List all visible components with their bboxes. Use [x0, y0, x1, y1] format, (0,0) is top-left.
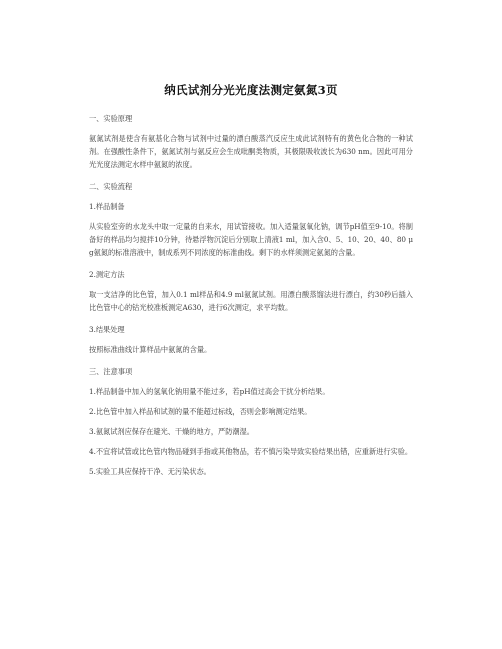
section-heading-procedure: 二、实验流程: [89, 182, 133, 191]
note-item-1: 1.样品制备中加入的氢氧化钠用量不能过多，若pH值过高会干扰分析结果。: [89, 387, 330, 396]
document-title: 纳氏试剂分光光度法测定氨氮3页: [164, 83, 338, 97]
note-item-2: 2.比色管中加入样品和试剂的量不能超过标线，否则会影响测定结果。: [89, 407, 312, 416]
subheading-results: 3.结果处理: [89, 325, 125, 334]
note-item-3: 3.氨氮试剂应保存在避光、干燥的地方，严防潮湿。: [89, 427, 254, 436]
paragraph-method: 取一支洁净的比色管，加入0.1 ml样品和4.9 ml氨氮试剂。用漂白酸蒸馏法进行漂白，约30秒后插入比色管中心的钴光校准板测定A630，进行6次测定，求平均数。: [89, 290, 413, 312]
section-heading-principle: 一、实验原理: [89, 114, 133, 123]
note-item-5: 5.实验工具应保持干净、无污染状态。: [89, 467, 211, 476]
paragraph-sample-prep: 从实验室旁的水龙头中取一定量的自来水，用试管接收。加入适量氢氧化钠，调节pH值至9-10。将制备好的样品均匀搅拌10分钟，待悬浮物沉淀后分别取上清液1 ml，加入含0、5、10、20、40、80 μg氨氮的标准溶液中，制成系列不同浓度的标准曲线。剩下的水样须测定氨氮的含量。: [89, 222, 413, 257]
subheading-sample-prep: 1.样品制备: [89, 202, 125, 211]
paragraph-results: 按照标准曲线计算样品中氨氮的含量。: [89, 345, 212, 354]
subheading-method: 2.测定方法: [89, 270, 125, 279]
section-heading-notes: 三、注意事项: [89, 367, 133, 376]
paragraph-principle: 氨氮试剂是使含有氨基化合物与试剂中过量的漂白酸蒸汽反应生成此试剂特有的黄色化合物的一种试剂。在强酸性条件下，氨氮试剂与氨反应会生成吡酮类物质，其极限吸收波长为630 nm。因此可用分光光度法测定水样中氨氮的浓度。: [89, 134, 413, 169]
note-item-4: 4.不宜将试管或比色管内物品碰到手指或其他物品，若不慎污染导致实验结果出错，应重新进行实验。: [89, 447, 413, 456]
document-body: [89, 112, 413, 478]
